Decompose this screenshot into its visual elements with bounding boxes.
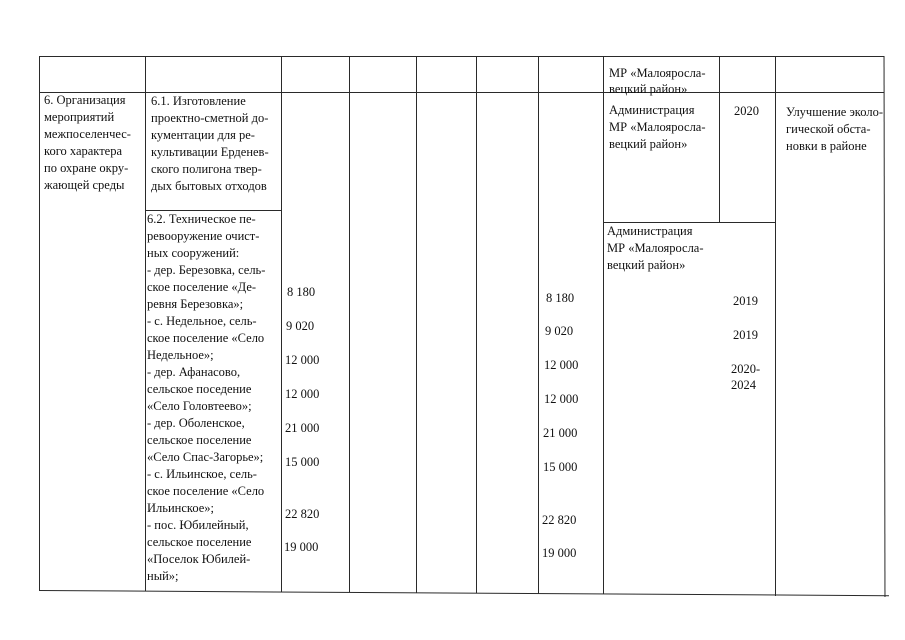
cell-text-line: - дер. Афанасово,	[147, 365, 241, 379]
column-divider	[476, 56, 477, 593]
column-divider	[603, 56, 604, 594]
cell-text-line: «Село Спас-Загорье»;	[147, 450, 264, 464]
column-divider	[145, 56, 146, 591]
cell-text-line: жающей среды	[44, 178, 125, 192]
amount-value: 12 000	[544, 358, 579, 372]
amount-value: 12 000	[285, 353, 320, 367]
cell-text-line: межпоселенчес-	[44, 127, 131, 141]
column-divider	[719, 56, 720, 222]
cell-text-line: МР «Малояросла-	[607, 241, 704, 255]
cell-text-line: сельское поседение	[147, 382, 252, 396]
cell-text-line: Администрация	[609, 103, 695, 117]
cell-text-line: проектно-сметной до-	[151, 111, 269, 125]
amount-value: 12 000	[544, 392, 579, 406]
amount-value: 9 020	[545, 324, 574, 338]
amount-value: 15 000	[543, 460, 578, 474]
cell-text-line: Администрация	[607, 224, 693, 238]
cell-text-line: новки в районе	[786, 139, 867, 153]
cell-text-line: вецкий район»	[609, 82, 688, 96]
cell-text-line: 6.1. Изготовление	[151, 94, 246, 108]
cell-text-line: - дер. Оболенское,	[147, 416, 245, 430]
cell-text-line: сельское поселение	[147, 433, 252, 447]
cell-text-line: Улучшение эколо-	[786, 105, 883, 119]
column-divider	[538, 56, 539, 594]
cell-text-line: сельское поселение	[147, 535, 252, 549]
cell-text-line: Недельное»;	[147, 348, 214, 362]
table-right-border	[884, 56, 886, 597]
column-divider	[349, 56, 350, 592]
cell-text-line: ское поселение «Село	[147, 331, 265, 345]
cell-text-line: кументации для ре-	[151, 128, 255, 142]
cell-text-line: ревооружение очист-	[147, 229, 260, 243]
year-value: 2020-	[731, 362, 761, 376]
amount-value: 21 000	[543, 426, 578, 440]
table-top-border	[39, 56, 884, 57]
cell-text-line: «Село Головтеево»;	[147, 399, 252, 413]
year-value: 2024	[731, 378, 756, 392]
cell-text-line: ского полигона твер-	[151, 162, 262, 176]
cell-text-line: ское поселение «Село	[147, 484, 265, 498]
amount-value: 21 000	[285, 421, 320, 435]
amount-value: 12 000	[285, 387, 320, 401]
amount-value: 22 820	[542, 513, 577, 527]
row-divider	[39, 92, 884, 93]
cell-text-line: - с. Ильинское, сель-	[147, 467, 257, 481]
amount-value: 8 180	[287, 285, 316, 299]
cell-text-line: «Поселок Юбилей-	[147, 552, 251, 566]
column-divider	[416, 56, 417, 593]
cell-text-line: 6.2. Техническое пе-	[147, 212, 256, 226]
cell-text-line: МР «Малояросла-	[609, 66, 706, 80]
amount-value: 19 000	[284, 540, 319, 554]
cell-text-line: по охране окру-	[44, 161, 129, 175]
cell-text-line: мероприятий	[44, 110, 115, 124]
item-divider	[603, 222, 775, 223]
cell-text-line: 6. Организация	[44, 93, 126, 107]
table-left-border	[39, 56, 40, 590]
cell-text-line: вецкий район»	[607, 258, 686, 272]
cell-text-line: - пос. Юбилейный,	[147, 518, 249, 532]
cell-text-line: - дер. Березовка, сель-	[147, 263, 266, 277]
cell-text-line: ный»;	[147, 569, 179, 583]
item-divider	[145, 210, 281, 211]
amount-value: 9 020	[286, 319, 315, 333]
item-6-1-year: 2020	[734, 104, 759, 118]
table-bottom-border	[39, 590, 889, 596]
cell-text-line: гической обста-	[786, 122, 871, 136]
amount-value: 22 820	[285, 507, 320, 521]
cell-text-line: культивации Ерденев-	[151, 145, 269, 159]
amount-value: 19 000	[542, 546, 577, 560]
amount-value: 15 000	[285, 455, 320, 469]
cell-text-line: МР «Малояросла-	[609, 120, 706, 134]
year-value: 2019	[733, 294, 758, 308]
cell-text-line: Ильинское»;	[147, 501, 215, 515]
cell-text-line: дых бытовых отходов	[151, 179, 267, 193]
cell-text-line: вецкий район»	[609, 137, 688, 151]
cell-text-line: ское поселение «Де-	[147, 280, 257, 294]
column-divider	[281, 56, 282, 592]
cell-text-line: кого характера	[44, 144, 123, 158]
cell-text-line: ревня Березовка»;	[147, 297, 244, 311]
column-divider	[775, 56, 776, 596]
amount-value: 8 180	[546, 291, 575, 305]
cell-text-line: - с. Недельное, сель-	[147, 314, 257, 328]
year-value: 2019	[733, 328, 758, 342]
cell-text-line: ных сооружений:	[147, 246, 240, 260]
